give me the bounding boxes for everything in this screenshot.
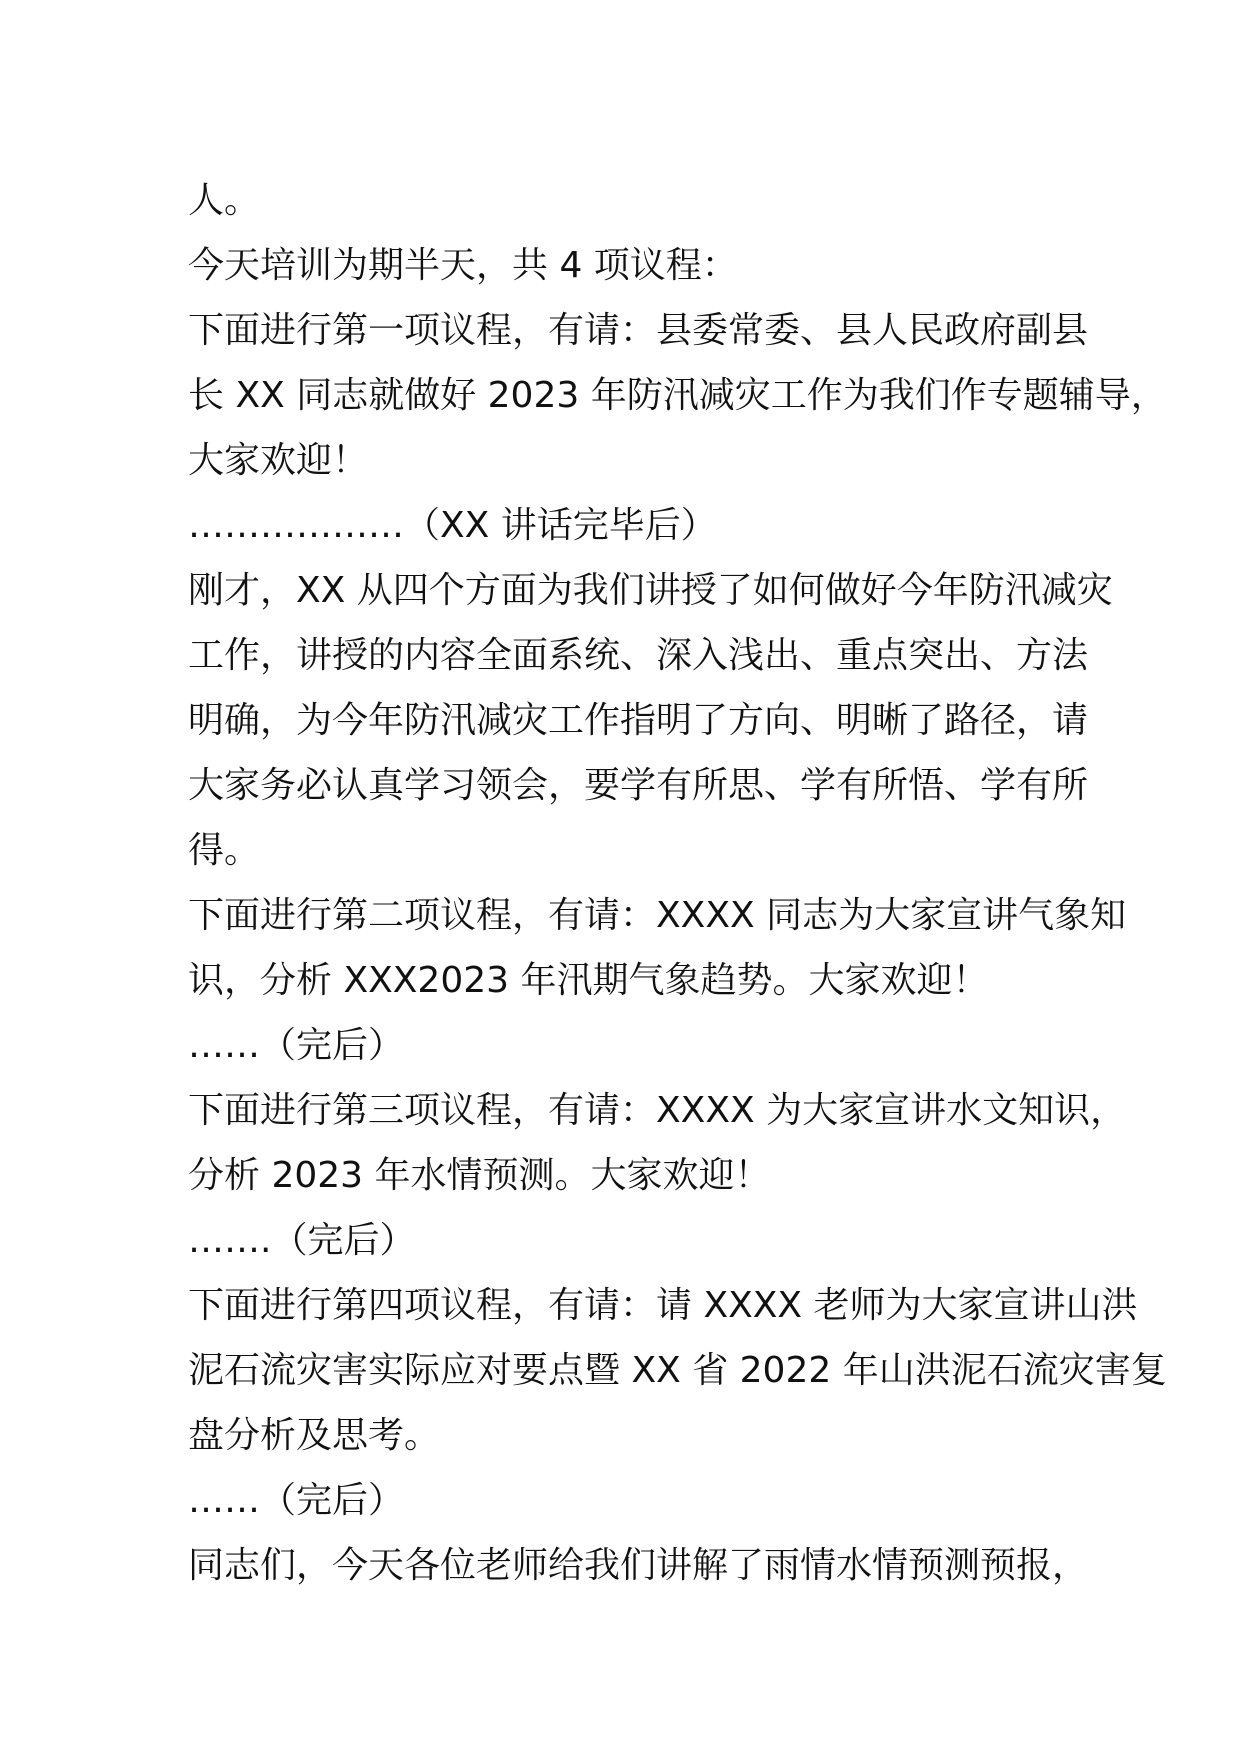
text-line: 识，分析 XXX2023 年汛期气象趋势。大家欢迎！ [188, 960, 989, 1001]
text-line: 下面进行第一项议程，有请：县委常委、县人民政府副县 [188, 310, 1089, 351]
text-line: ………………（XX 讲话完毕后） [188, 505, 717, 546]
text-line: 大家欢迎！ [188, 440, 369, 481]
text-line: 得。 [188, 830, 261, 871]
document-body [188, 168, 1167, 1598]
text-line: 刚才，XX 从四个方面为我们讲授了如何做好今年防汛减灾 [188, 570, 1113, 611]
text-line: 工作，讲授的内容全面系统、深入浅出、重点突出、方法 [188, 635, 1089, 676]
text-line: ……（完后） [188, 1025, 405, 1066]
text-line: 下面进行第三项议程，有请：XXXX 为大家宣讲水文知识， [188, 1090, 1127, 1131]
text-line: 人。 [188, 180, 261, 221]
text-line: ……（完后） [188, 1480, 405, 1521]
text-line: 明确，为今年防汛减灾工作指明了方向、明晰了路径，请 [188, 700, 1089, 741]
text-line: 盘分析及思考。 [188, 1415, 441, 1456]
text-line: 今天培训为期半天，共 4 项议程： [188, 245, 738, 286]
text-line: 同志们，今天各位老师给我们讲解了雨情水情预测预报， [188, 1545, 1089, 1586]
text-line: 下面进行第四项议程，有请：请 XXXX 老师为大家宣讲山洪 [188, 1285, 1138, 1326]
text-line: 泥石流灾害实际应对要点暨 XX 省 2022 年山洪泥石流灾害复 [188, 1350, 1167, 1391]
text-line: 大家务必认真学习领会，要学有所思、学有所悟、学有所 [188, 765, 1089, 806]
text-line: …….（完后） [188, 1220, 416, 1261]
text-line: 下面进行第二项议程，有请：XXXX 同志为大家宣讲气象知 [188, 895, 1127, 936]
text-line: 分析 2023 年水情预测。大家欢迎！ [188, 1155, 771, 1196]
text-line: 长 XX 同志就做好 2023 年防汛减灾工作为我们作专题辅导， [188, 375, 1167, 416]
